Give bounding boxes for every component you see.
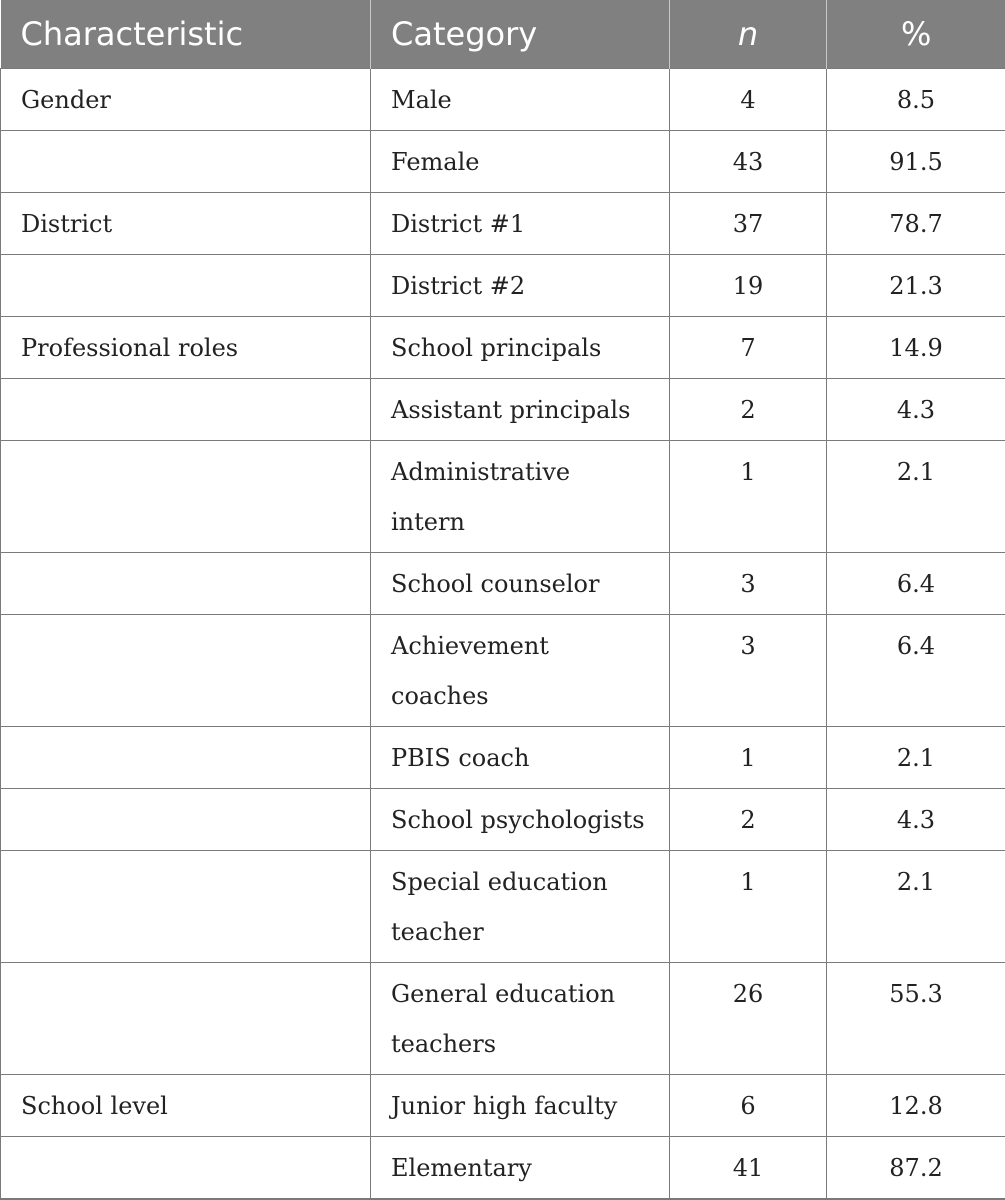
category-cell: PBIS coach bbox=[371, 726, 670, 788]
table-row bbox=[1, 1136, 1005, 1199]
characteristic-cell bbox=[1, 850, 371, 962]
table-row bbox=[1, 552, 1005, 614]
category-cell: Special education teacher bbox=[371, 850, 670, 962]
characteristic-cell bbox=[1, 1136, 371, 1199]
characteristic-cell bbox=[1, 440, 371, 552]
table-row bbox=[1, 130, 1005, 192]
n-cell: 3 bbox=[670, 614, 827, 726]
header-characteristic: Characteristic bbox=[1, 0, 371, 68]
characteristic-cell: School level bbox=[1, 1074, 371, 1136]
percent-cell: 78.7 bbox=[827, 192, 1005, 254]
table-row bbox=[1, 1074, 1005, 1136]
category-cell: Male bbox=[371, 68, 670, 130]
n-cell: 1 bbox=[670, 726, 827, 788]
n-cell: 2 bbox=[670, 378, 827, 440]
percent-cell: 6.4 bbox=[827, 552, 1005, 614]
percent-cell: 4.3 bbox=[827, 378, 1005, 440]
n-cell: 19 bbox=[670, 254, 827, 316]
characteristic-cell: District bbox=[1, 192, 371, 254]
table-row bbox=[1, 254, 1005, 316]
n-cell: 1 bbox=[670, 440, 827, 552]
characteristic-cell bbox=[1, 962, 371, 1074]
header-n: n bbox=[670, 0, 827, 68]
percent-cell: 14.9 bbox=[827, 316, 1005, 378]
category-cell: General education teachers bbox=[371, 962, 670, 1074]
category-cell: Assistant principals bbox=[371, 378, 670, 440]
percent-cell: 2.1 bbox=[827, 850, 1005, 962]
n-cell: 41 bbox=[670, 1136, 827, 1199]
header-row bbox=[1, 0, 1005, 68]
percent-cell: 21.3 bbox=[827, 254, 1005, 316]
characteristic-cell bbox=[1, 614, 371, 726]
table-row bbox=[1, 726, 1005, 788]
category-cell: Administrative intern bbox=[371, 440, 670, 552]
n-cell: 37 bbox=[670, 192, 827, 254]
characteristic-cell bbox=[1, 552, 371, 614]
table-row bbox=[1, 192, 1005, 254]
table-row bbox=[1, 614, 1005, 726]
characteristic-cell bbox=[1, 130, 371, 192]
table-header bbox=[1, 0, 1005, 68]
percent-cell: 91.5 bbox=[827, 130, 1005, 192]
table-row bbox=[1, 378, 1005, 440]
characteristic-cell bbox=[1, 726, 371, 788]
percent-cell: 4.3 bbox=[827, 788, 1005, 850]
category-cell: Female bbox=[371, 130, 670, 192]
percent-cell: 8.5 bbox=[827, 68, 1005, 130]
table-row bbox=[1, 440, 1005, 552]
category-cell: District #2 bbox=[371, 254, 670, 316]
header-percent: % bbox=[827, 0, 1005, 68]
table-body bbox=[1, 68, 1005, 1199]
n-cell: 4 bbox=[670, 68, 827, 130]
percent-cell: 2.1 bbox=[827, 440, 1005, 552]
n-cell: 2 bbox=[670, 788, 827, 850]
table-row bbox=[1, 68, 1005, 130]
characteristic-cell bbox=[1, 378, 371, 440]
characteristic-cell: Gender bbox=[1, 68, 371, 130]
percent-cell: 12.8 bbox=[827, 1074, 1005, 1136]
percent-cell: 6.4 bbox=[827, 614, 1005, 726]
category-cell: Achievement coaches bbox=[371, 614, 670, 726]
header-category: Category bbox=[371, 0, 670, 68]
category-cell: School psychologists bbox=[371, 788, 670, 850]
n-cell: 26 bbox=[670, 962, 827, 1074]
table-row bbox=[1, 788, 1005, 850]
characteristic-cell bbox=[1, 254, 371, 316]
table-row bbox=[1, 316, 1005, 378]
percent-cell: 55.3 bbox=[827, 962, 1005, 1074]
n-cell: 6 bbox=[670, 1074, 827, 1136]
characteristic-cell: Professional roles bbox=[1, 316, 371, 378]
category-cell: District #1 bbox=[371, 192, 670, 254]
category-cell: School counselor bbox=[371, 552, 670, 614]
n-cell: 3 bbox=[670, 552, 827, 614]
n-cell: 43 bbox=[670, 130, 827, 192]
category-cell: School principals bbox=[371, 316, 670, 378]
n-cell: 7 bbox=[670, 316, 827, 378]
table-row bbox=[1, 962, 1005, 1074]
category-cell: Junior high faculty bbox=[371, 1074, 670, 1136]
n-cell: 1 bbox=[670, 850, 827, 962]
percent-cell: 87.2 bbox=[827, 1136, 1005, 1199]
table-row bbox=[1, 850, 1005, 962]
category-cell: Elementary bbox=[371, 1136, 670, 1199]
characteristic-cell bbox=[1, 788, 371, 850]
percent-cell: 2.1 bbox=[827, 726, 1005, 788]
